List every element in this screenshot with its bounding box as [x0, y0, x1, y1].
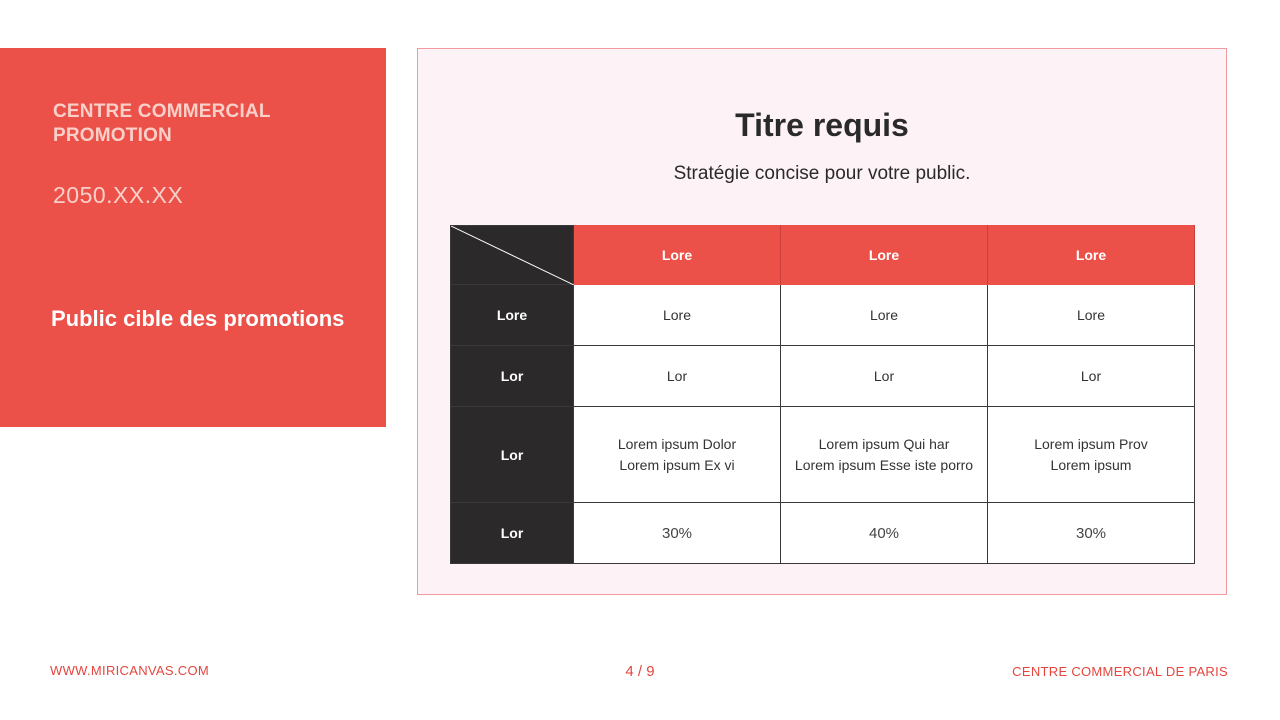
column-header: Lore [781, 226, 988, 285]
diagonal-divider [451, 226, 574, 285]
footer-company: CENTRE COMMERCIAL DE PARIS [1012, 664, 1228, 679]
column-header: Lore [574, 226, 781, 285]
table-header-row [451, 226, 1195, 285]
table-cell: Lor [988, 346, 1195, 407]
table-corner-cell [451, 226, 574, 285]
table-cell: 30% [574, 503, 781, 564]
table-cell: Lore [574, 285, 781, 346]
table-row [451, 285, 1195, 346]
footer-website: WWW.MIRICANVAS.COM [50, 663, 209, 678]
card-subtitle: Stratégie concise pour votre public. [673, 163, 971, 184]
table-cell: Lore [988, 285, 1195, 346]
table-row [451, 503, 1195, 564]
table-cell: Lor [574, 346, 781, 407]
table-cell: Lorem ipsum Qui har Lorem ipsum Esse iste porro [781, 407, 988, 503]
table-row [451, 346, 1195, 407]
page-number: 4 / 9 [625, 663, 655, 680]
content-card [417, 48, 1227, 595]
table-cell: 40% [781, 503, 988, 564]
table-cell: Lorem ipsum Dolor Lorem ipsum Ex vi [574, 407, 781, 503]
slide-subject: Public cible des promotions [51, 306, 345, 331]
row-header: Lor [451, 407, 574, 503]
column-header: Lore [988, 226, 1195, 285]
table-cell: 30% [988, 503, 1195, 564]
row-header: Lor [451, 503, 574, 564]
brand-name: CENTRE COMMERCIAL PROMOTION [53, 101, 271, 146]
table-cell: Lore [781, 285, 988, 346]
row-header: Lor [451, 346, 574, 407]
table-cell: Lorem ipsum Prov Lorem ipsum [988, 407, 1195, 503]
row-header: Lore [451, 285, 574, 346]
table-row [451, 407, 1195, 503]
comparison-table [450, 225, 1195, 564]
table-cell: Lor [781, 346, 988, 407]
date: 2050.XX.XX [53, 182, 184, 208]
card-title: Titre requis [735, 107, 909, 143]
